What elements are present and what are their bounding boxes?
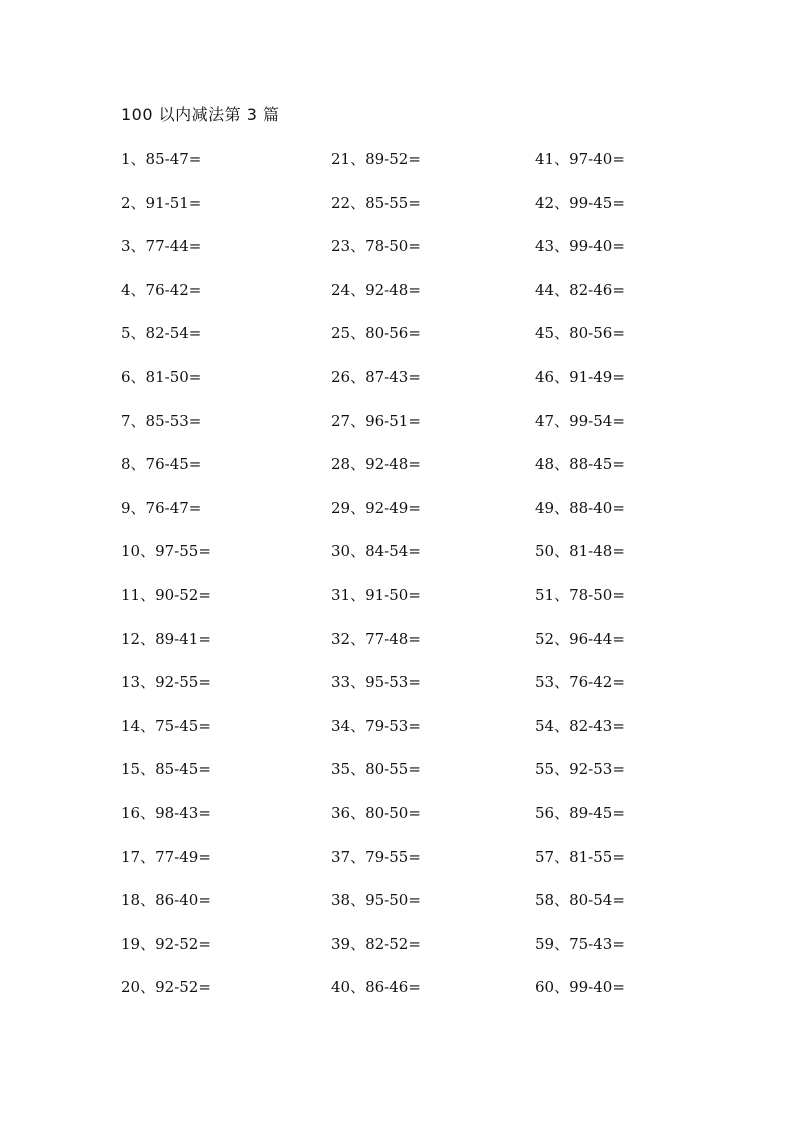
subtraction-problem: 5、82-54= <box>121 324 202 343</box>
subtraction-problem: 8、76-45= <box>121 455 202 474</box>
subtraction-problem: 42、99-45= <box>535 193 625 212</box>
subtraction-problem: 38、95-50= <box>331 891 421 910</box>
subtraction-problem: 26、87-43= <box>331 367 421 386</box>
subtraction-problem: 35、80-55= <box>331 760 421 779</box>
subtraction-problem: 49、88-40= <box>535 498 625 517</box>
subtraction-problem: 30、84-54= <box>331 542 421 561</box>
subtraction-problem: 56、89-45= <box>535 803 625 822</box>
subtraction-problem: 14、75-45= <box>121 716 211 735</box>
subtraction-problem: 23、78-50= <box>331 237 421 256</box>
subtraction-problem: 51、78-50= <box>535 585 625 604</box>
subtraction-problem: 54、82-43= <box>535 716 625 735</box>
subtraction-problem: 39、82-52= <box>331 934 421 953</box>
subtraction-problem: 59、75-43= <box>535 934 625 953</box>
problem-column-1 <box>121 146 321 1018</box>
subtraction-problem: 27、96-51= <box>331 411 421 430</box>
subtraction-problem: 22、85-55= <box>331 193 421 212</box>
subtraction-problem: 7、85-53= <box>121 411 202 430</box>
subtraction-problem: 52、96-44= <box>535 629 625 648</box>
subtraction-problem: 21、89-52= <box>331 150 421 168</box>
subtraction-problem: 55、92-53= <box>535 760 625 779</box>
subtraction-problem: 47、99-54= <box>535 411 625 430</box>
subtraction-problem: 40、86-46= <box>331 978 421 997</box>
subtraction-problem: 3、77-44= <box>121 237 202 256</box>
subtraction-problem: 33、95-53= <box>331 673 421 692</box>
subtraction-problem: 13、92-55= <box>121 673 211 692</box>
subtraction-problem: 16、98-43= <box>121 803 211 822</box>
subtraction-problem: 31、91-50= <box>331 585 421 604</box>
subtraction-problem: 17、77-49= <box>121 847 211 866</box>
subtraction-problem: 32、77-48= <box>331 629 421 648</box>
subtraction-problem: 58、80-54= <box>535 891 625 910</box>
subtraction-problem: 10、97-55= <box>121 542 211 561</box>
subtraction-problem: 2、91-51= <box>121 193 202 212</box>
subtraction-problem: 45、80-56= <box>535 324 625 343</box>
subtraction-problem: 18、86-40= <box>121 891 211 910</box>
subtraction-problem: 60、99-40= <box>535 978 625 997</box>
subtraction-problem: 34、79-53= <box>331 716 421 735</box>
subtraction-problem: 25、80-56= <box>331 324 421 343</box>
subtraction-problem: 41、97-40= <box>535 150 625 168</box>
page-title: 100 以内减法第 3 篇 <box>121 105 280 124</box>
problem-column-3 <box>535 146 735 1018</box>
subtraction-problem: 15、85-45= <box>121 760 211 779</box>
subtraction-problem: 29、92-49= <box>331 498 421 517</box>
subtraction-problem: 28、92-48= <box>331 455 421 474</box>
subtraction-problem: 19、92-52= <box>121 934 211 953</box>
subtraction-problem: 53、76-42= <box>535 673 625 692</box>
subtraction-problem: 24、92-48= <box>331 280 421 299</box>
subtraction-problem: 50、81-48= <box>535 542 625 561</box>
subtraction-problem: 9、76-47= <box>121 498 202 517</box>
subtraction-problem: 44、82-46= <box>535 280 625 299</box>
subtraction-problem: 36、80-50= <box>331 803 421 822</box>
subtraction-problem: 6、81-50= <box>121 367 202 386</box>
subtraction-problem: 1、85-47= <box>121 150 202 168</box>
subtraction-problem: 12、89-41= <box>121 629 211 648</box>
problem-column-2 <box>331 146 531 1018</box>
subtraction-problem: 11、90-52= <box>121 585 211 604</box>
subtraction-problem: 46、91-49= <box>535 367 625 386</box>
subtraction-problem: 48、88-45= <box>535 455 625 474</box>
subtraction-problem: 37、79-55= <box>331 847 421 866</box>
subtraction-problem: 43、99-40= <box>535 237 625 256</box>
subtraction-problem: 4、76-42= <box>121 280 202 299</box>
subtraction-problem: 20、92-52= <box>121 978 211 997</box>
subtraction-problem: 57、81-55= <box>535 847 625 866</box>
